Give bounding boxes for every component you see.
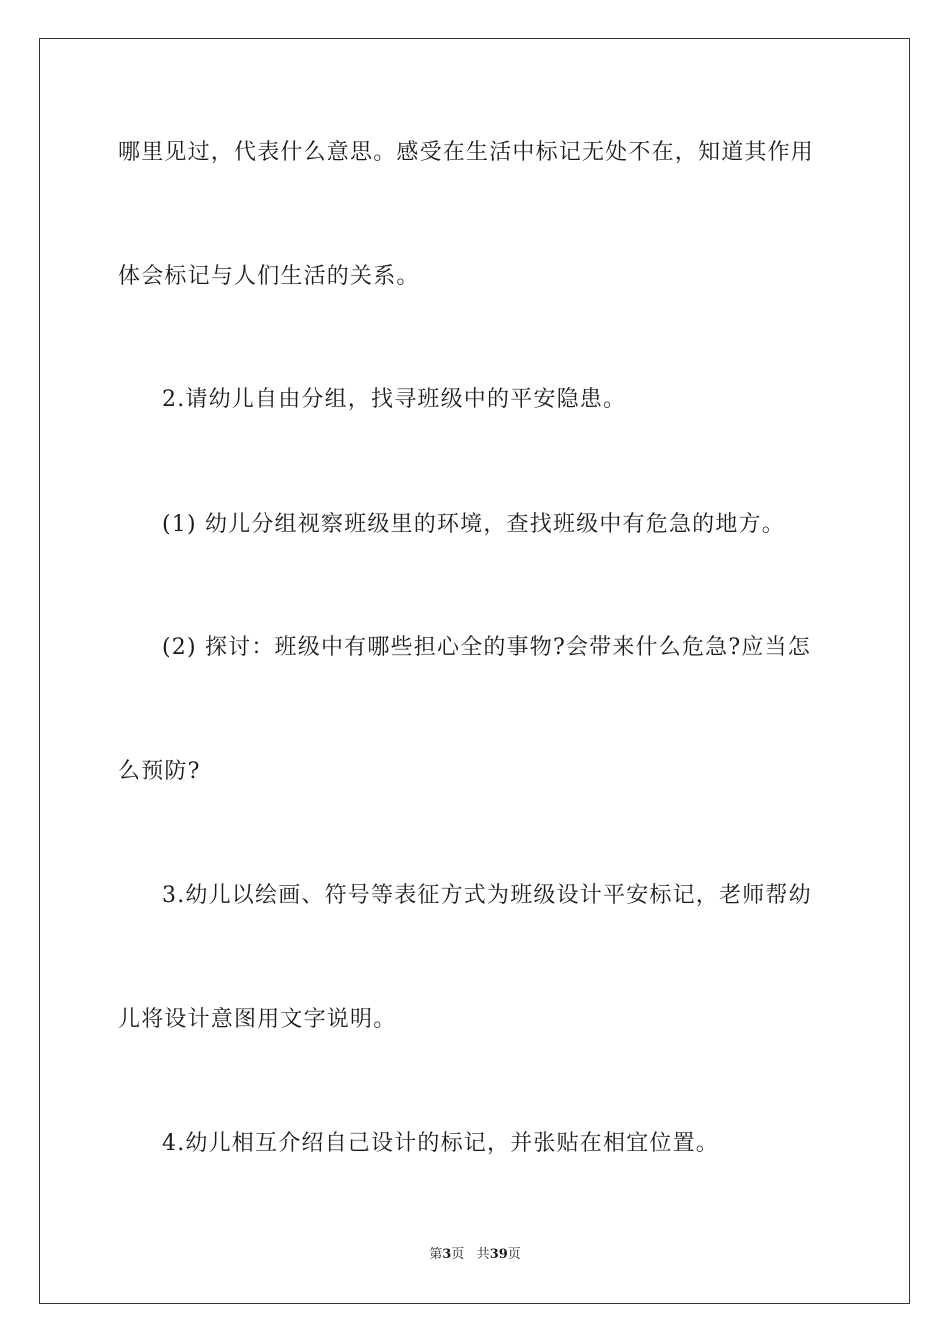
footer-total-prefix: 共 bbox=[476, 1247, 490, 1262]
footer-page-suffix: 页 bbox=[451, 1247, 465, 1262]
page-footer bbox=[0, 1246, 950, 1264]
body-line-2: 体会标记与人们生活的关系。 bbox=[118, 264, 420, 289]
footer-prefix: 第 bbox=[429, 1247, 443, 1262]
list-item-2: 2.请幼儿自由分组，找寻班级中的平安隐患。 bbox=[162, 387, 627, 412]
list-item-3: 3.幼儿以绘画、符号等表征方式为班级设计平安标记，老师帮幼 bbox=[162, 883, 812, 908]
current-page-number: 3 bbox=[442, 1247, 452, 1262]
body-line-1: 哪里见过，代表什么意思。感受在生活中标记无处不在，知道其作用 bbox=[118, 140, 815, 165]
sub-item-2: (2) 探讨：班级中有哪些担心全的事物?会带来什么危急?应当怎 bbox=[162, 635, 811, 660]
footer-total-suffix: 页 bbox=[507, 1247, 521, 1262]
total-page-count: 39 bbox=[489, 1247, 508, 1262]
sub-item-2-continued: 么预防? bbox=[118, 759, 201, 784]
list-item-3-continued: 儿将设计意图用文字说明。 bbox=[118, 1007, 397, 1032]
sub-item-1: (1) 幼儿分组视察班级里的环境，查找班级中有危急的地方。 bbox=[162, 512, 785, 537]
list-item-4: 4.幼儿相互介绍自己设计的标记，并张贴在相宜位置。 bbox=[162, 1131, 719, 1156]
page-frame bbox=[39, 38, 910, 1304]
